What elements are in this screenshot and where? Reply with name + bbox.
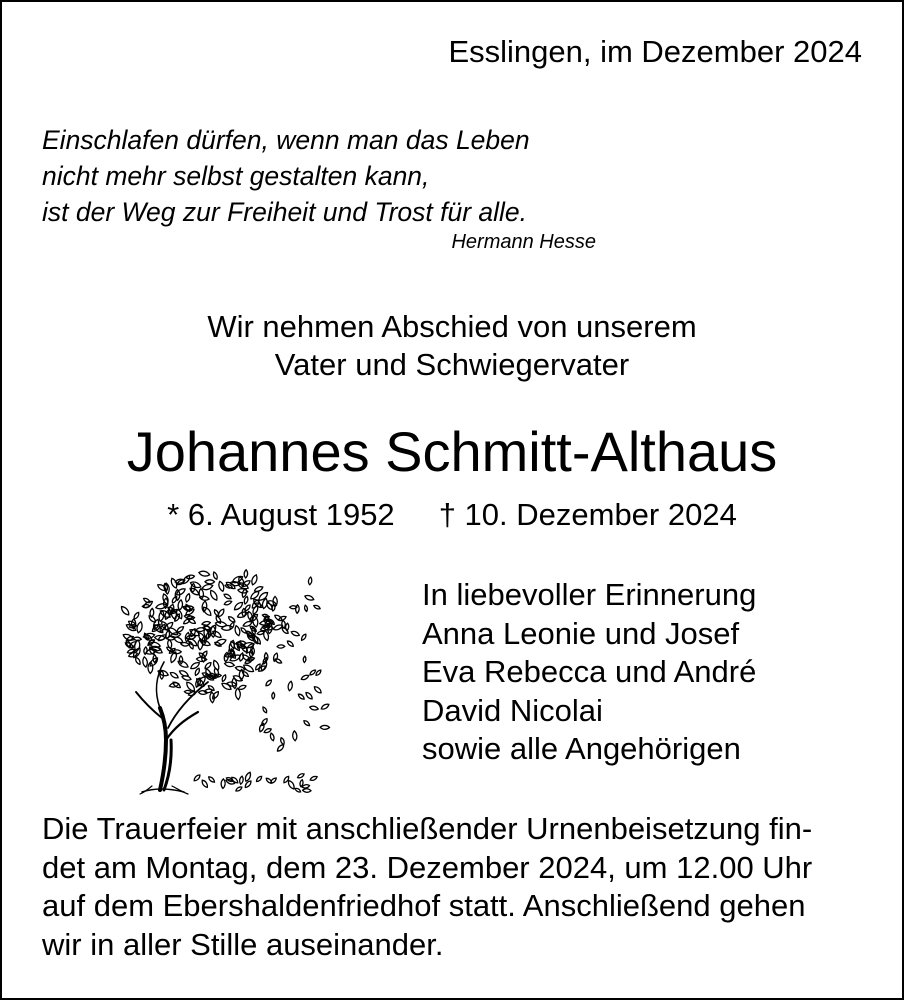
leaf-shape (221, 779, 226, 789)
leaf-shape (303, 656, 306, 663)
leaf-shape (205, 580, 215, 584)
leaf-shape (185, 593, 191, 602)
leaf-shape (169, 671, 179, 679)
leaf-shape (262, 706, 268, 713)
leaf-shape (277, 645, 285, 649)
leaf-shape (193, 774, 201, 782)
leaf-shape (224, 661, 235, 667)
leaf-shape (239, 652, 245, 661)
leaf-shape (255, 663, 262, 671)
notice-line: Die Trauerfeier mit anschließender Urnenbeisetzung fin- (42, 811, 813, 846)
leaf-shape (274, 614, 283, 622)
leaf-shape (301, 674, 310, 681)
funeral-notice (42, 810, 867, 964)
leaf-shape (208, 776, 216, 784)
leaf-shape (320, 703, 329, 711)
quote-line: ist der Weg zur Freiheit und Trost für alle. (42, 197, 528, 227)
leaf-shape (134, 657, 141, 666)
leaf-shape (201, 583, 213, 591)
leaf-shape (244, 604, 251, 612)
leaf-shape (286, 640, 294, 648)
leaf-shape (265, 777, 272, 784)
birth-date: * 6. August 1952 (167, 497, 395, 532)
quote (42, 122, 622, 230)
quote-line: Einschlafen dürfen, wenn man das Leben (42, 125, 530, 155)
leaf-shape (125, 640, 132, 648)
mourner-line: David Nicolai (422, 692, 603, 728)
mourner-line: Anna Leonie und Josef (422, 615, 740, 651)
leaf-shape (287, 780, 296, 791)
leaf-shape (302, 788, 311, 792)
leaf-shape (309, 669, 316, 676)
quote-line: nicht mehr selbst gestalten kann, (42, 161, 430, 191)
leaf-shape (201, 650, 209, 659)
leaf-shape (166, 646, 174, 652)
leaf-shape (276, 744, 285, 753)
leaf-shape (143, 597, 151, 604)
leaf-shape (142, 657, 148, 668)
leaf-shape (273, 653, 279, 662)
leaf-shape (209, 589, 219, 601)
leaf-shape (239, 776, 244, 785)
leaf-shape (287, 681, 293, 691)
leaf-shape (202, 621, 211, 626)
leaf-shape (194, 668, 200, 677)
mourner-line: Eva Rebecca und André (422, 654, 757, 689)
notice-line: auf dem Ebershaldenfriedhof statt. Anschließend gehen (42, 888, 806, 923)
leaf-shape (320, 725, 329, 729)
notice-line: det am Montag, dem 23. Dezember 2024, um 12.00 Uhr (42, 849, 813, 885)
leaf-shape (199, 595, 209, 601)
leaf-shape (201, 779, 209, 788)
leaf-shape (175, 587, 186, 596)
leaf-shape (234, 625, 241, 636)
leaf-shape (218, 581, 225, 592)
leaf-shape (313, 604, 321, 610)
leaf-shape (254, 585, 264, 592)
deceased-name: Johannes Schmitt-Althaus (126, 420, 778, 483)
place-date: Esslingen, im Dezember 2024 (448, 34, 862, 69)
notice-line: wir in aller Stille auseinander. (42, 926, 444, 962)
leaf-shape (265, 679, 273, 687)
windblown-tree-icon (112, 542, 332, 802)
mourner-line: In liebevoller Erinnerung (422, 577, 757, 612)
leaf-shape (291, 630, 300, 637)
leaf-shape (305, 691, 314, 700)
life-dates (2, 496, 902, 534)
intro-line: Wir nehmen Abschied von unserem (207, 309, 697, 344)
leaf-shape (250, 574, 258, 586)
leaf-shape (255, 775, 262, 782)
leaf-shape (133, 637, 141, 641)
leaf-shape (136, 621, 143, 633)
leaf-shape (272, 692, 275, 699)
leaf-shape (171, 596, 178, 604)
leaf-shape (310, 775, 318, 781)
leaf-shape (280, 737, 285, 745)
leaf-shape (309, 705, 318, 710)
leaf-shape (207, 685, 215, 692)
leaf-shape (150, 608, 154, 617)
leaf-shape (173, 613, 181, 622)
leaf-shape (300, 633, 307, 641)
leaf-shape (212, 571, 218, 579)
leaf-shape (204, 661, 212, 669)
leaf-shape (292, 731, 297, 741)
leaf-shape (294, 787, 301, 793)
leaf-shape (224, 600, 233, 606)
quote-author: Hermann Hesse (451, 231, 596, 253)
intro-line: Vater und Schwiegervater (274, 347, 630, 382)
leaf-shape (179, 656, 183, 664)
leaf-shape (215, 621, 227, 628)
leaf-shape (201, 601, 207, 612)
leaf-shape (214, 641, 222, 647)
leaf-shape (144, 647, 148, 655)
leaf-shape (297, 693, 305, 700)
leaf-shape (304, 594, 314, 601)
death-date: † 10. Dezember 2024 (438, 497, 737, 532)
leaf-shape (120, 605, 131, 616)
leaf-shape (172, 681, 181, 689)
leaf-shape (270, 733, 275, 742)
leaf-shape (313, 685, 322, 694)
leaf-shape (223, 593, 232, 600)
leaf-shape (211, 691, 220, 700)
leaf-shape (232, 674, 243, 682)
mourners-list (422, 576, 756, 769)
leaf-shape (304, 605, 308, 612)
mourner-line: sowie alle Angehörigen (422, 731, 741, 766)
leaf-shape (198, 570, 210, 577)
leaf-shape (308, 577, 312, 585)
leaf-shape (297, 773, 305, 779)
leaf-shape (177, 600, 183, 611)
leaf-shape (228, 615, 236, 623)
leaf-shape (186, 574, 195, 579)
leaf-shape (240, 627, 247, 634)
leaf-shape (285, 623, 289, 631)
farewell-intro (2, 308, 902, 384)
leaf-shape (303, 720, 311, 727)
leaf-shape (181, 675, 191, 681)
leaf-shape (244, 570, 248, 578)
leaf-shape (235, 786, 243, 792)
